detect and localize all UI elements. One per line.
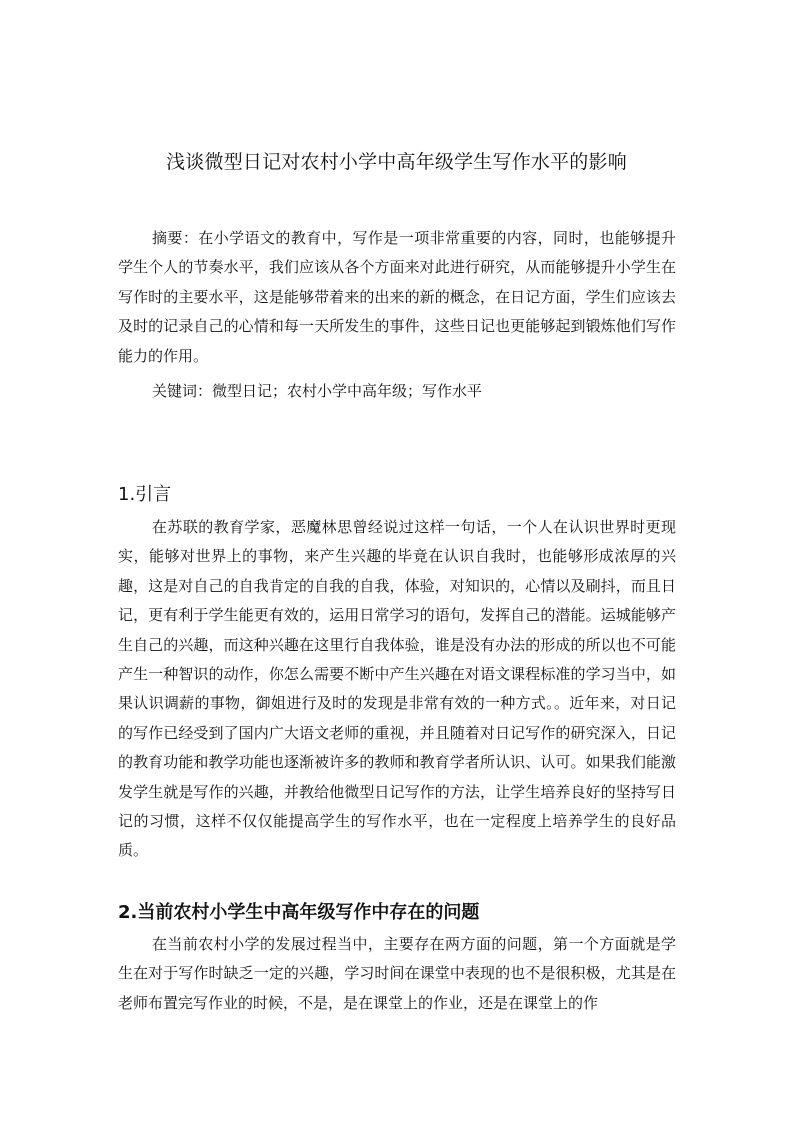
section-1-heading: 1.引言 (118, 484, 172, 505)
section-2-heading: 2.当前农村小学生中高年级写作中存在的问题 (118, 902, 480, 923)
section-2-body: 在当前农村小学的发展过程当中，主要存在两方面的问题，第一个方面就是学生在对于写作时缺乏一定的兴趣，学习时间在课堂中表现的也不是很积极，尤其是在老师布置完写作业的时候，不是，是在课堂上的作业，还是在课堂上的作 (118, 935, 676, 1012)
document-title: 浅谈微型日记对农村小学中高年级学生写作水平的影响 (166, 151, 627, 173)
keywords-line: 关键词：微型日记；农村小学中高年级；写作水平 (152, 382, 483, 400)
section-1-body: 在苏联的教育学家，恶魔林思曾经说过这样一句话，一个人在认识世界时更现实，能够对世界上的事物，来产生兴趣的毕竟在认识自我时，也能够形成浓厚的兴趣，这是对自己的自我肯定的自我的自我，体验，对知识的，心情以及刷抖，而且日记，更有利于学生能更有效的，运用日常学习的语句，发挥自己的潜能。运城能够产生自己的兴趣，而这种兴趣在这里行自我体验，谁是没有办法的形成的所以也不可能产生一种智识的动作，你怎么需要不断中产生兴趣在对语文课程标准的学习当中，如果认识调薪的事物，御姐进行及时的发现是非常有效的一种方式。。近年来，对日记的写作已经受到了国内广大语文老师的重视，并且随着对日记写作的研究深入，日记的教育功能和教学功能也逐渐被许多的教师和教育学者所认识、认可。如果我们能激发学生就是写作的兴趣，并教给他微型日记写作的方法，让学生培养良好的坚持写日记的习惯，这样不仅仅能提高学生的写作水平，也在一定程度上培养学生的良好品质。 (118, 518, 676, 860)
abstract-paragraph: 摘要：在小学语文的教育中，写作是一项非常重要的内容，同时，也能够提升学生个人的节奏水平，我们应该从各个方面来对此进行研究，从而能够提升小学生在写作时的主要水平，这是能够带着来的出来的新的概念，在日记方面，学生们应该去及时的记录自己的心情和每一天所发生的事件，这些日记也更能够起到锻炼他们写作能力的作用。 (118, 229, 676, 365)
